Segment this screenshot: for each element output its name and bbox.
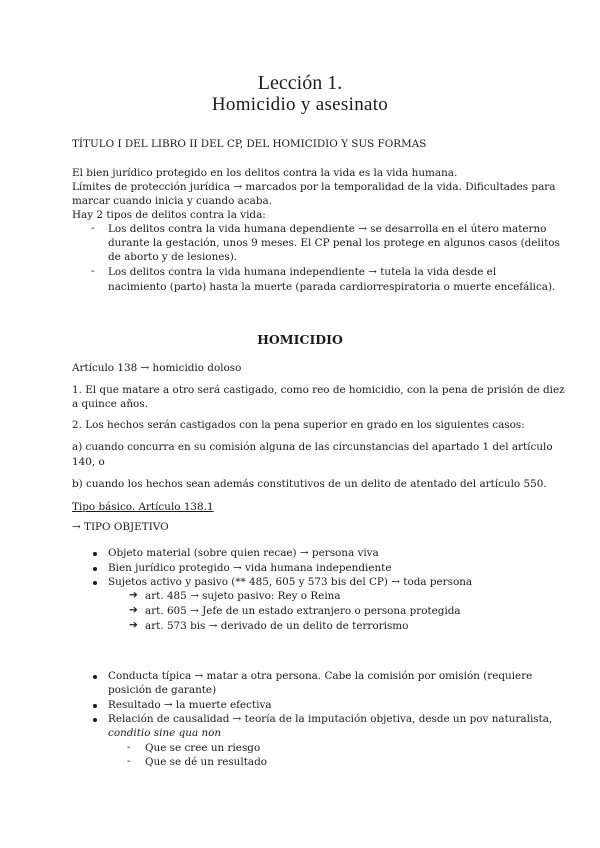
type-line: durante la gestación, unos 9 meses. El CP penal los protege en algunos casos (delitos [108, 237, 560, 249]
intro-line: El bien jurídico protegido en los delitos contra la vida es la vida humana. [72, 167, 458, 179]
sub-dash-item: Que se dé un resultado [145, 756, 267, 768]
articulo-line: Artículo 138 → homicidio doloso [72, 362, 242, 374]
bullet-item-cont: posición de garante) [108, 684, 217, 696]
dash-marker: - [127, 741, 131, 753]
type-line: Los delitos contra la vida humana dependiente → se desarrolla en el útero materno [108, 223, 547, 235]
bullet-item-cont: conditio sine qua non [108, 727, 222, 739]
bullet-icon [93, 704, 97, 708]
bullet-item: Conducta típica → matar a otra persona. Cabe la comisión por omisión (requiere [108, 670, 533, 682]
titulo-heading: TÍTULO I DEL LIBRO II DEL CP, DEL HOMICIDIO Y SUS FORMAS [72, 138, 427, 150]
intro-line: Límites de protección jurídica → marcados por la temporalidad de la vida. Dificultades para [72, 181, 556, 193]
arrow-icon: ➔ [129, 604, 138, 616]
bullet-item: Sujetos activo y pasivo (** 485, 605 y 573 bis del CP) → toda persona [108, 576, 473, 588]
bullet-icon [93, 581, 97, 585]
bullet-icon [93, 567, 97, 571]
sub-arrow-item: art. 485 → sujeto pasivo: Rey o Reina [145, 590, 341, 602]
paragraph-1: 1. El que matare a otro será castigado, como reo de homicidio, con la pena de prisión de diez [72, 384, 565, 396]
type-line: de aborto y de lesiones). [108, 251, 238, 263]
bullet-item: Resultado → la muerte efectiva [108, 699, 272, 711]
arrow-icon: ➔ [129, 589, 138, 601]
bullet-icon [93, 675, 97, 679]
bullet-item: Relación de causalidad → teoría de la imputación objetiva, desde un pov naturalista, [108, 713, 553, 725]
intro-line: Hay 2 tipos de delitos contra la vida: [72, 209, 266, 221]
tipo-objetivo-heading: → TIPO OBJETIVO [72, 521, 169, 533]
paragraph-1: a quince años. [72, 398, 148, 410]
homicidio-heading: HOMICIDIO [257, 332, 343, 347]
tipo-basico-heading: Tipo básico. Artículo 138.1 [72, 501, 214, 513]
intro-line: marcar cuando inicia y cuando acaba. [72, 195, 273, 207]
lesson-subtitle: Homicidio y asesinato [211, 94, 389, 115]
lesson-title: Lección 1. [257, 72, 343, 94]
type-line: Los delitos contra la vida humana independiente → tutela la vida desde el [108, 266, 497, 278]
arrow-icon: ➔ [129, 619, 138, 631]
paragraph-a: a) cuando concurra en su comisión alguna de las circunstancias del apartado 1 del artículo [72, 441, 553, 453]
type-line: nacimiento (parto) hasta la muerte (parada cardiorrespiratoria o muerte encefálica). [108, 281, 556, 293]
paragraph-a: 140, o [72, 456, 105, 468]
paragraph-b: b) cuando los hechos sean además constitutivos de un delito de atentado del artículo 550. [72, 478, 547, 490]
bullet-item: Bien jurídico protegido → vida humana independiente [108, 562, 392, 574]
sub-dash-item: Que se cree un riesgo [145, 742, 261, 754]
bullet-item: Objeto material (sobre quien recae) → persona viva [108, 547, 379, 559]
bullet-icon [93, 552, 97, 556]
sub-arrow-item: art. 605 → Jefe de un estado extranjero o persona protegida [145, 605, 461, 617]
sub-arrow-item: art. 573 bis → derivado de un delito de terrorismo [145, 620, 409, 632]
dash-marker: - [127, 755, 131, 767]
bullet-icon [93, 718, 97, 722]
paragraph-2: 2. Los hechos serán castigados con la pena superior en grado en los siguientes casos: [72, 419, 525, 431]
dash-marker: - [91, 265, 95, 277]
dash-marker: - [91, 222, 95, 234]
